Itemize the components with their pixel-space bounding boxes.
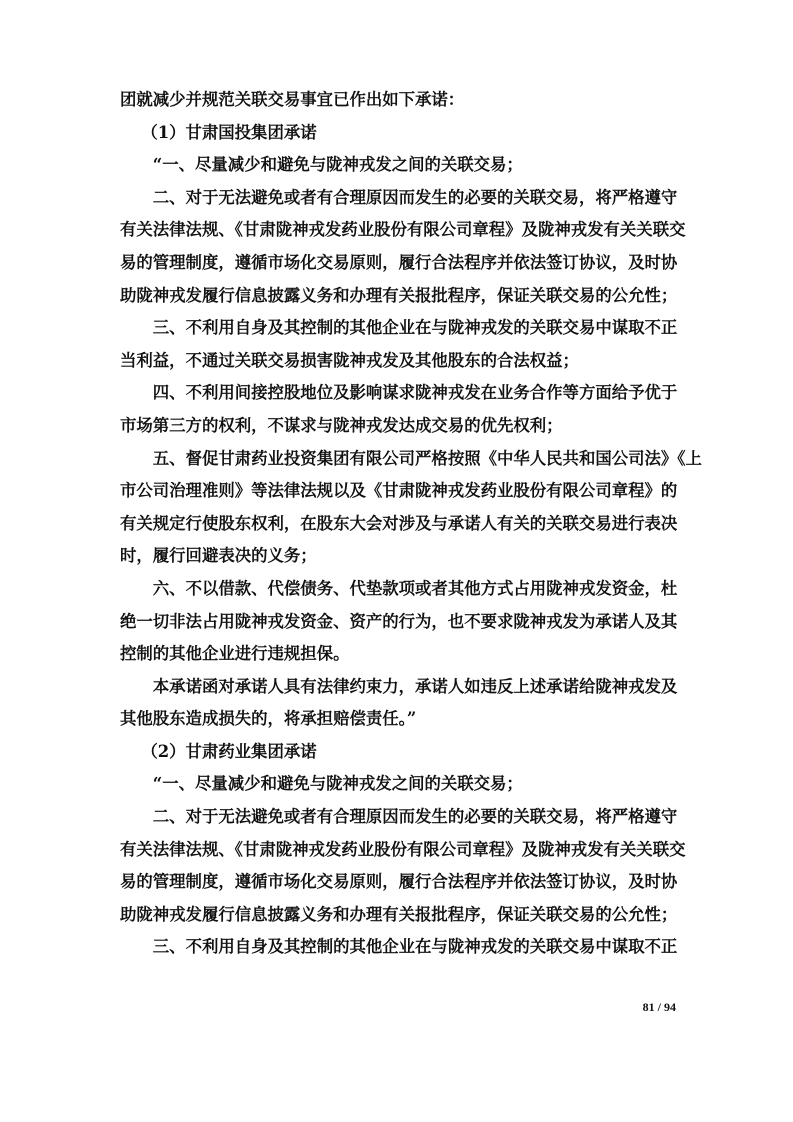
text-line: 有关法律法规、《甘肃陇神戎发药业股份有限公司章程》及陇神戎发有关关联交	[120, 839, 686, 859]
text-line: 控制的其他企业进行违规担保。	[120, 644, 350, 664]
text-line: 有关规定行使股东权利，在股东大会对涉及与承诺人有关的关联交易进行表决	[120, 513, 678, 533]
text-line: 三、不利用自身及其控制的其他企业在与陇神戎发的关联交易中谋取不正	[152, 318, 678, 338]
text-line: 当利益，不通过关联交易损害陇神戎发及其他股东的合法权益；	[120, 350, 579, 370]
text-line: 六、不以借款、代偿债务、代垫款项或者其他方式占用陇神戎发资金，杜	[152, 578, 678, 598]
text-line: “一、尽量减少和避免与陇神戎发之间的关联交易；	[152, 155, 523, 175]
text-line: 易的管理制度，遵循市场化交易原则，履行合法程序并依法签订协议，及时协	[120, 872, 678, 892]
text-line: 四、不利用间接控股地位及影响谋求陇神戎发在业务合作等方面给予优于	[152, 383, 678, 403]
text-line: 市公司治理准则》等法律法规以及《甘肃陇神戎发药业股份有限公司章程》的	[120, 481, 678, 501]
text-line: 二、对于无法避免或者有合理原因而发生的必要的关联交易，将严格遵守	[152, 807, 678, 827]
text-line: “一、尽量减少和避免与陇神戎发之间的关联交易；	[152, 774, 523, 794]
text-line: 团就减少并规范关联交易事宜已作出如下承诺：	[120, 90, 465, 109]
section-heading: （2）甘肃药业集团承诺	[141, 741, 317, 761]
text-line: 易的管理制度，遵循市场化交易原则，履行合法程序并依法签订协议，及时协	[120, 252, 678, 272]
text-line: 其他股东造成损失的，将承担赔偿责任。”	[120, 709, 417, 729]
text-line: 三、不利用自身及其控制的其他企业在与陇神戎发的关联交易中谋取不正	[152, 937, 678, 957]
text-line: 有关法律法规、《甘肃陇神戎发药业股份有限公司章程》及陇神戎发有关关联交	[120, 220, 686, 240]
text-line: 市场第三方的权利，不谋求与陇神戎发达成交易的优先权利；	[120, 415, 563, 435]
text-line: 本承诺函对承诺人具有法律约束力，承诺人如违反上述承诺给陇神戎发及	[152, 676, 678, 696]
text-line: 绝一切非法占用陇神戎发资金、资产的行为，也不要求陇神戎发为承诺人及其	[120, 611, 678, 631]
page-number: 81 / 94	[642, 1000, 676, 1014]
text-line: 时，履行回避表决的义务；	[120, 546, 317, 566]
text-line: 五、督促甘肃药业投资集团有限公司严格按照《中华人民共和国公司法》《上	[152, 448, 702, 468]
text-line: 助陇神戎发履行信息披露义务和办理有关报批程序，保证关联交易的公允性；	[120, 904, 678, 924]
body-text	[120, 88, 702, 968]
section-heading: （1）甘肃国投集团承诺	[141, 122, 317, 142]
text-line: 二、对于无法避免或者有合理原因而发生的必要的关联交易，将严格遵守	[152, 187, 678, 207]
text-line: 助陇神戎发履行信息披露义务和办理有关报批程序，保证关联交易的公允性；	[120, 285, 678, 305]
